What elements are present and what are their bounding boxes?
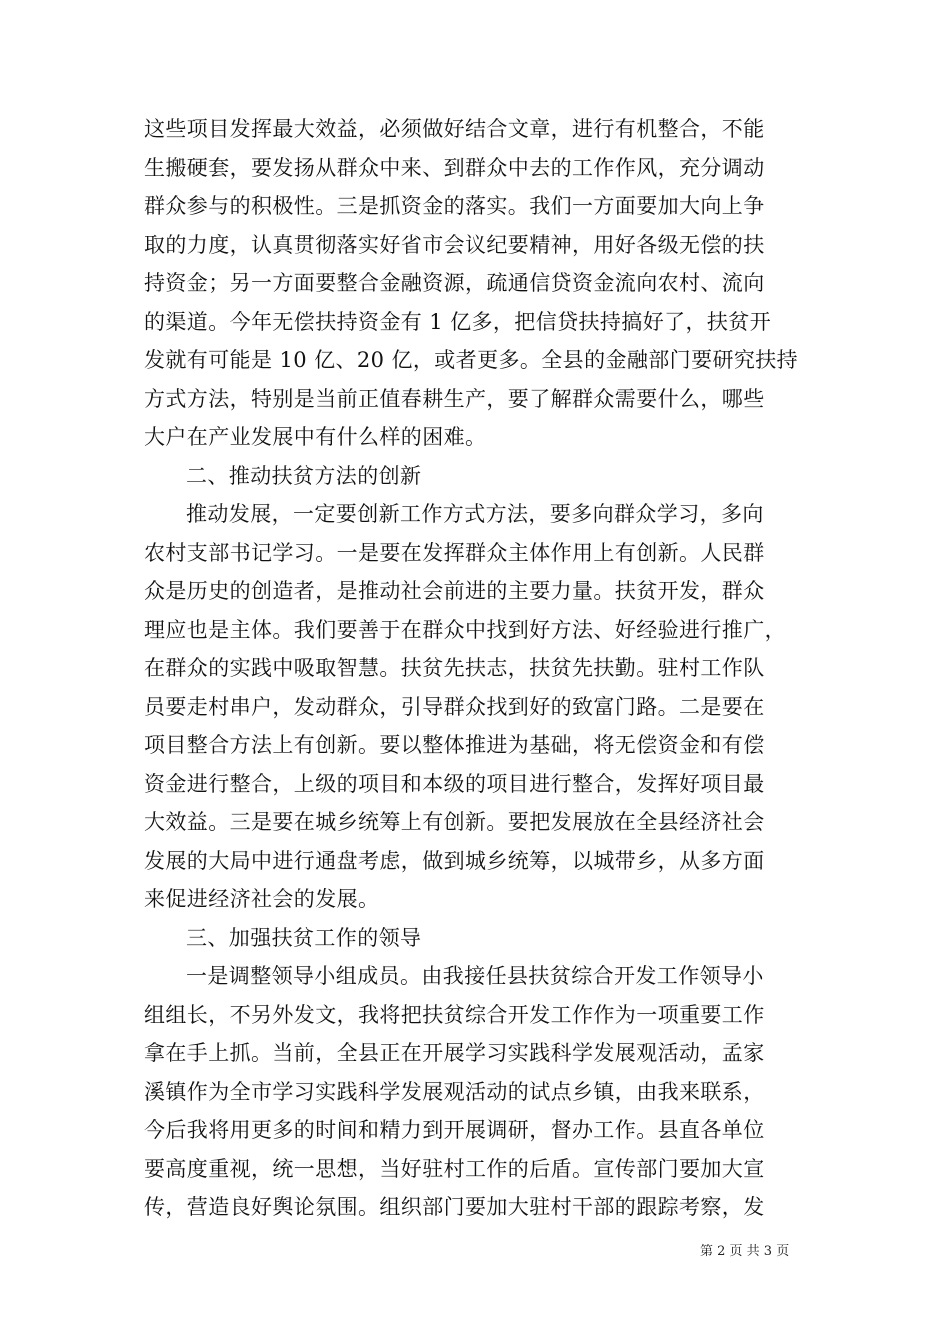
text-line: 的渠道。今年无偿扶持资金有 1 亿多，把信贷扶持搞好了，扶贫开 bbox=[144, 309, 772, 334]
text-line: 持资金；另一方面要整合金融资源，疏通信贷资金流向农村、流向 bbox=[144, 271, 765, 295]
text-line: 理应也是主体。我们要善于在群众中找到好方法、好经验进行推广， bbox=[144, 617, 786, 642]
text-line: 溪镇作为全市学习实践科学发展观活动的试点乡镇，由我来联系， bbox=[144, 1079, 765, 1104]
paragraph-start-line: 一是调整领导小组成员。由我接任县扶贫综合开发工作领导小 bbox=[186, 964, 764, 988]
text-line: 传，营造良好舆论氛围。组织部门要加大驻村干部的跟踪考察，发 bbox=[144, 1195, 765, 1219]
text-line: 拿在手上抓。当前，全县正在开展学习实践科学发展观活动，孟家 bbox=[144, 1041, 765, 1065]
text-line: 大户在产业发展中有什么样的困难。 bbox=[144, 425, 487, 449]
text-line: 众是历史的创造者，是推动社会前进的主要力量。扶贫开发，群众 bbox=[144, 579, 765, 603]
text-line: 大效益。三是要在城乡统筹上有创新。要把发展放在全县经济社会 bbox=[144, 810, 765, 834]
text-line: 农村支部书记学习。一是要在发挥群众主体作用上有创新。人民群 bbox=[144, 540, 765, 565]
section-heading: 三、加强扶贫工作的领导 bbox=[186, 925, 422, 950]
text-line: 生搬硬套，要发扬从群众中来、到群众中去的工作作风，充分调动 bbox=[144, 155, 765, 180]
text-line: 员要走村串户，发动群众，引导群众找到好的致富门路。二是要在 bbox=[144, 694, 765, 719]
text-line: 发展的大局中进行通盘考虑，做到城乡统筹，以城带乡，从多方面 bbox=[144, 848, 765, 873]
text-line: 来促进经济社会的发展。 bbox=[144, 887, 380, 911]
text-line: 群众参与的积极性。三是抓资金的落实。我们一方面要加大向上争 bbox=[144, 194, 765, 218]
text-line: 在群众的实践中吸取智慧。扶贫先扶志，扶贫先扶勤。驻村工作队 bbox=[144, 656, 765, 680]
text-line: 方式方法，特别是当前正值春耕生产，要了解群众需要什么，哪些 bbox=[144, 386, 765, 411]
section-heading: 二、推动扶贫方法的创新 bbox=[186, 463, 422, 488]
page-indicator: 第 2 页 共 3 页 bbox=[700, 1244, 790, 1259]
paragraph-start-line: 推动发展，一定要创新工作方式方法，要多向群众学习，多向 bbox=[186, 502, 764, 526]
text-line: 资金进行整合，上级的项目和本级的项目进行整合，发挥好项目最 bbox=[144, 771, 765, 796]
document-body bbox=[144, 110, 816, 1227]
text-line: 项目整合方法上有创新。要以整体推进为基础，将无偿资金和有偿 bbox=[144, 733, 765, 757]
text-line: 组组长，不另外发文，我将把扶贫综合开发工作作为一项重要工作 bbox=[144, 1002, 765, 1027]
text-line: 这些项目发挥最大效益，必须做好结合文章，进行有机整合，不能 bbox=[144, 117, 765, 141]
text-line: 要高度重视，统一思想，当好驻村工作的后盾。宣传部门要加大宣 bbox=[144, 1156, 765, 1181]
text-line: 取的力度，认真贯彻落实好省市会议纪要精神，用好各级无偿的扶 bbox=[144, 232, 765, 257]
text-line: 今后我将用更多的时间和精力到开展调研，督办工作。县直各单位 bbox=[144, 1118, 765, 1142]
text-line: 发就有可能是 10 亿、20 亿，或者更多。全县的金融部门要研究扶持 bbox=[144, 348, 799, 372]
